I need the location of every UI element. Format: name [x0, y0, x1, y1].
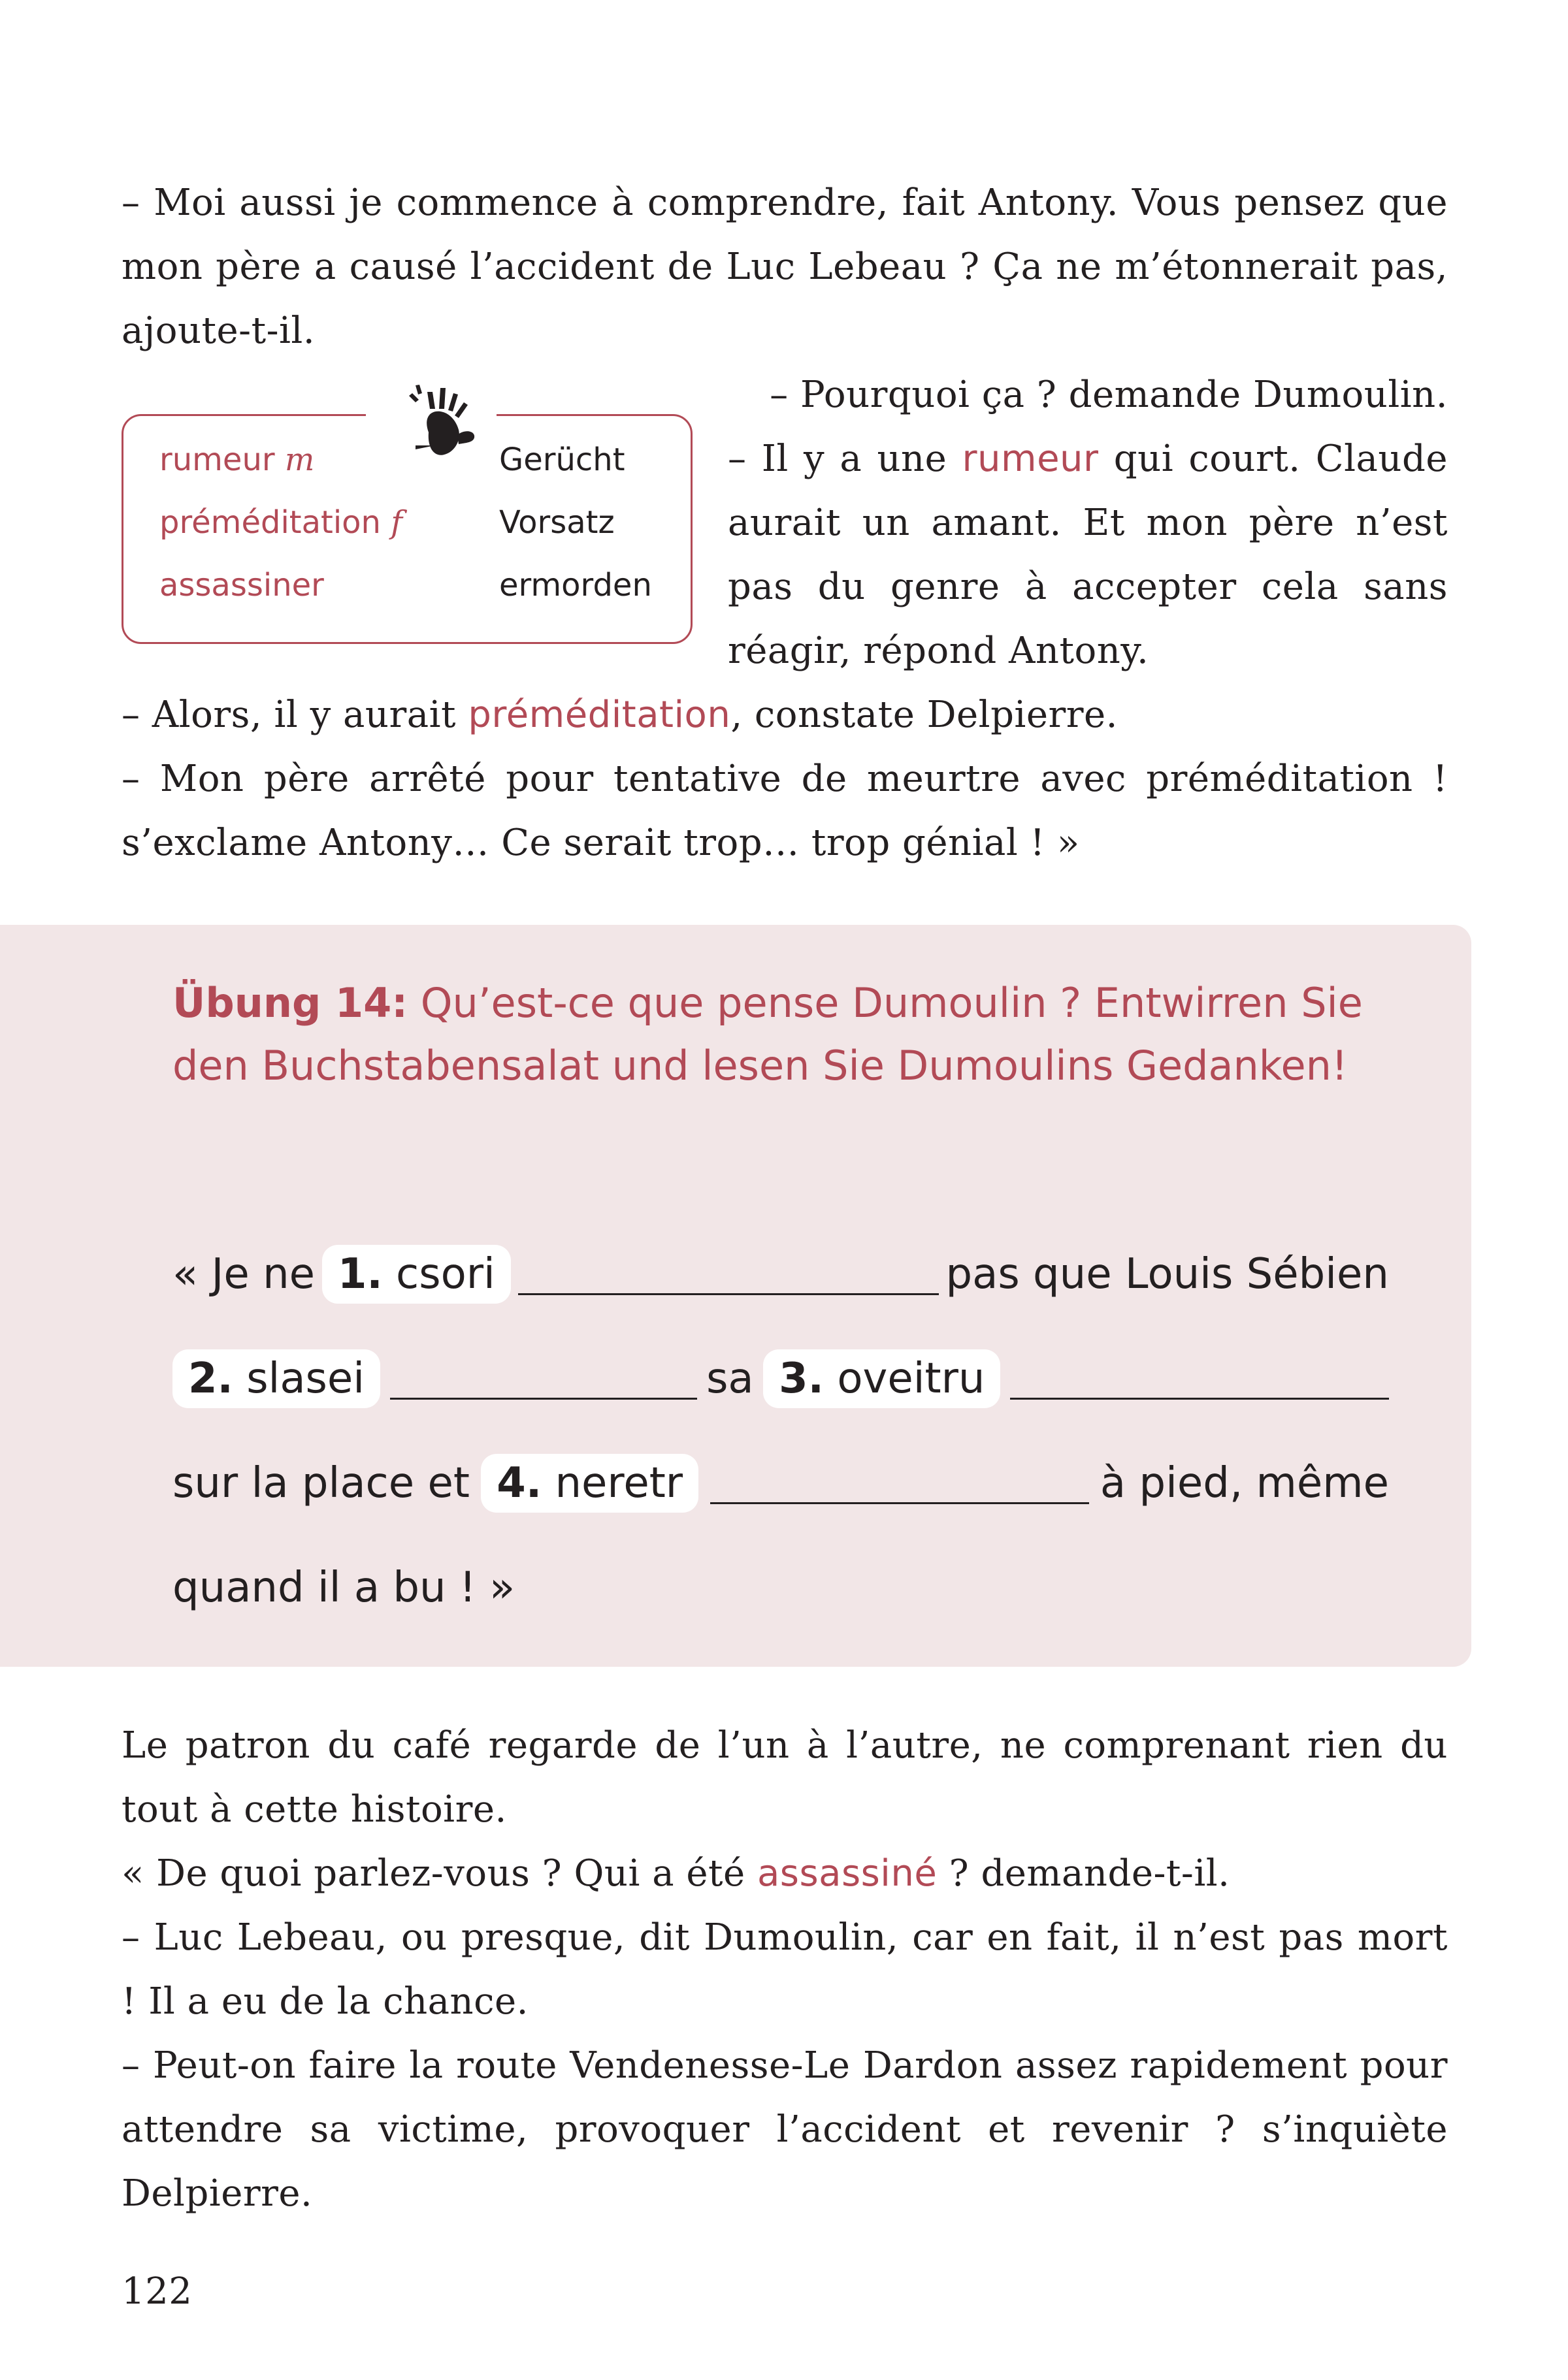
exercise-line-3: sur la place et 4. neretr à pied, même [172, 1445, 1389, 1522]
vocab-translation-1: Gerücht [499, 442, 625, 478]
vocab-term-2: préméditation f [159, 504, 402, 541]
highlight-assassine: assassiné [757, 1852, 938, 1895]
intro-paragraph-2: – Alors, il y aurait préméditation, constate Delpierre. [122, 694, 1118, 736]
answer-blank-4[interactable] [710, 1463, 1089, 1504]
exercise-line-4: quand il a bu ! » [172, 1564, 515, 1612]
vocab-term-3: assassiner [159, 567, 324, 603]
answer-blank-3[interactable] [1010, 1359, 1389, 1400]
answer-blank-1[interactable] [518, 1254, 939, 1295]
outro-paragraph-1: Le patron du café regarde de l’un à l’autre, ne comprenant rien du tout à cette histoire. [122, 1724, 1448, 1831]
scrambled-word-4: 4. neretr [481, 1454, 698, 1513]
outro-paragraph-3: – Luc Lebeau, ou presque, dit Dumoulin, car en fait, il n’est pas mort ! Il a eu de la chance. [122, 1916, 1448, 2023]
scrambled-word-3: 3. oveitru [763, 1349, 1000, 1408]
exercise-line-1: « Je ne 1. csori pas que Louis Sébien [172, 1236, 1389, 1313]
vocab-translation-3: ermorden [499, 567, 652, 603]
reply-antony: – Il y a une rumeur qui court. Claude aurait un amant. Et mon père n’est pas du genre à accepter cela sans réagir, répond Antony. [728, 438, 1448, 672]
highlight-premeditation: préméditation [468, 694, 731, 736]
exercise-line-2: 2. slasei sa 3. oveitru [172, 1340, 1389, 1417]
hand-print-icon [389, 372, 494, 477]
intro-paragraph-3: – Mon père arrêté pour tentative de meurtre avec préméditation ! s’exclame Antony… Ce serait trop… trop génial ! » [122, 758, 1448, 864]
answer-blank-2[interactable] [390, 1359, 697, 1400]
reply-dumoulin: – Pourquoi ça ? demande Dumoulin. [770, 374, 1448, 416]
vocab-term-1: rumeur m [159, 442, 315, 478]
exercise-title [172, 972, 1388, 1097]
exercise-label: Übung 14: [172, 979, 408, 1027]
vocab-translation-2: Vorsatz [499, 504, 615, 541]
outro-paragraph-4: – Peut-on faire la route Vendenesse-Le Dardon assez rapidement pour attendre sa victime, provoquer l’accident et revenir ? s’inquiète Delpierre. [122, 2044, 1448, 2215]
scrambled-word-2: 2. slasei [172, 1349, 380, 1408]
highlight-rumeur: rumeur [962, 438, 1099, 480]
intro-paragraph-1: – Moi aussi je commence à comprendre, fait Antony. Vous pensez que mon père a causé l’accident de Luc Lebeau ? Ça ne m’étonnerait pas, ajoute-t-il. [122, 182, 1448, 352]
scrambled-word-1: 1. csori [322, 1245, 511, 1304]
outro-paragraph-2: « De quoi parlez-vous ? Qui a été assassiné ? demande-t-il. [122, 1852, 1230, 1895]
exercise-instruction: Qu’est-ce que pense Dumoulin ? Entwirren Sie den Buchstabensalat und lesen Sie Dumoulins Gedanken! [172, 979, 1363, 1089]
page-number: 122 [122, 2270, 193, 2313]
